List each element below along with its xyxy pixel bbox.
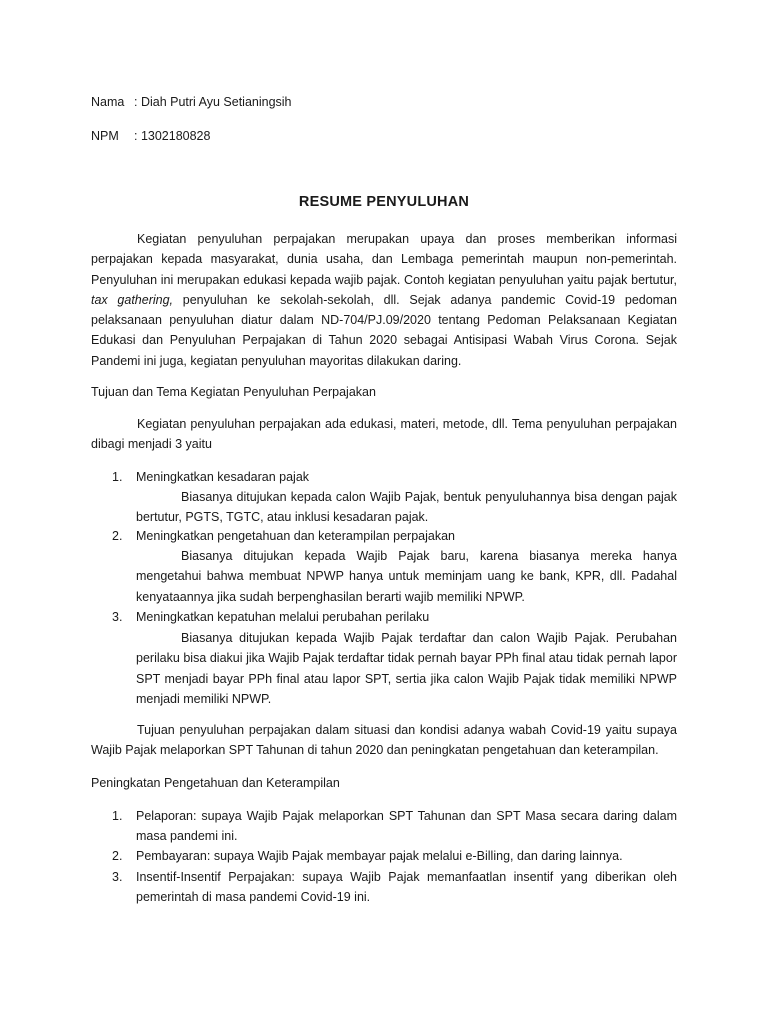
list-item-title: Meningkatkan kepatuhan melalui perubahan perilaku <box>136 610 430 624</box>
list-item-number: 3. <box>112 870 123 884</box>
section1-paragraph: Kegiatan penyuluhan perpajakan ada edukasi, materi, metode, dll. Tema penyuluhan perpajakan dibagi menjadi 3 yaitu <box>91 417 677 452</box>
npm-value: : 1302180828 <box>134 129 211 143</box>
section1-heading: Tujuan dan Tema Kegiatan Penyuluhan Perpajakan <box>91 385 376 399</box>
intro-text-part1: Kegiatan penyuluhan perpajakan merupakan upaya dan proses memberikan informasi perpajakan kepada masyarakat, dunia usaha, dan Lembaga pemerintah maupun non-pemerintah. Penyuluhan ini merupakan edukasi kepada wajib pajak. Contoh kegiatan penyuluhan yaitu pajak bertutur, <box>91 232 677 287</box>
list-item-text: Pelaporan: supaya Wajib Pajak melaporkan SPT Tahunan dan SPT Masa secara daring dalam masa pandemi ini. <box>136 809 677 844</box>
list-item-text: Pembayaran: supaya Wajib Pajak membayar pajak melalui e-Billing, dan daring lainnya. <box>136 849 623 863</box>
name-label: Nama <box>91 95 125 109</box>
intro-text-part2: penyuluhan ke sekolah-sekolah, dll. Sejak adanya pandemic Covid-19 pedoman pelaksanaan penyuluhan diatur dalam ND-704/PJ.09/2020 tentang Pedoman Pelaksanaan Kegiatan Edukasi dan Penyuluhan Perpajakan di Tahun 2020 sebagai Antisipasi Wabah Virus Corona. Sejak Pandemi ini juga, kegiatan penyuluhan mayoritas dilakukan daring. <box>91 292 678 368</box>
section2-heading: Peningkatan Pengetahuan dan Keterampilan <box>91 776 340 790</box>
list-item-title: Meningkatkan pengetahuan dan keterampilan perpajakan <box>136 529 455 543</box>
list-item-number: 3. <box>112 610 123 624</box>
list-item-text: Insentif-Insentif Perpajakan: supaya Wajib Pajak memanfaatlan insentif yang diberikan oleh pemerintah di masa pandemi Covid-19 ini. <box>136 870 677 905</box>
list-item-number: 2. <box>112 529 123 543</box>
list-item-number: 1. <box>112 470 123 484</box>
list-item-body: Biasanya ditujukan kepada Wajib Pajak baru, karena biasanya mereka hanya mengetahui bahwa membuat NPWP hanya untuk meminjam uang ke bank, KPR, dll. Padahal kenyataannya jika sudah berpenghasilan berarti wajib memiliki NPWP. <box>136 549 677 604</box>
list-item-number: 1. <box>112 809 123 823</box>
list-item-body: Biasanya ditujukan kepada Wajib Pajak terdaftar dan calon Wajib Pajak. Perubahan perilaku bisa diakui jika Wajib Pajak terdaftar tidak pernah bayar PPh final atau tidak pernah lapor SPT menjadi bayar PPh final atau lapor SPT, sertia jika calon Wajib Pajak tidak memiliki NPWP menjadi memiliki NPWP. <box>136 631 677 706</box>
intro-paragraph <box>91 229 677 371</box>
page-title: RESUME PENYULUHAN <box>298 194 470 210</box>
intro-italic-text: tax gathering, <box>91 292 174 307</box>
section1-closing-paragraph: Tujuan penyuluhan perpajakan dalam situasi dan kondisi adanya wabah Covid-19 yaitu supaya Wajib Pajak melaporkan SPT Tahunan di tahun 2020 dan peningkatan pengetahuan dan keterampilan. <box>91 723 677 758</box>
list-item-number: 2. <box>112 849 123 863</box>
name-value: : Diah Putri Ayu Setianingsih <box>134 95 292 109</box>
list-item-body: Biasanya ditujukan kepada calon Wajib Pajak, bentuk penyuluhannya bisa dengan pajak bertutur, PGTS, TGTC, atau inklusi kesadaran pajak. <box>136 490 677 525</box>
npm-label: NPM <box>91 129 119 143</box>
list-item-title: Meningkatkan kesadaran pajak <box>136 470 310 484</box>
